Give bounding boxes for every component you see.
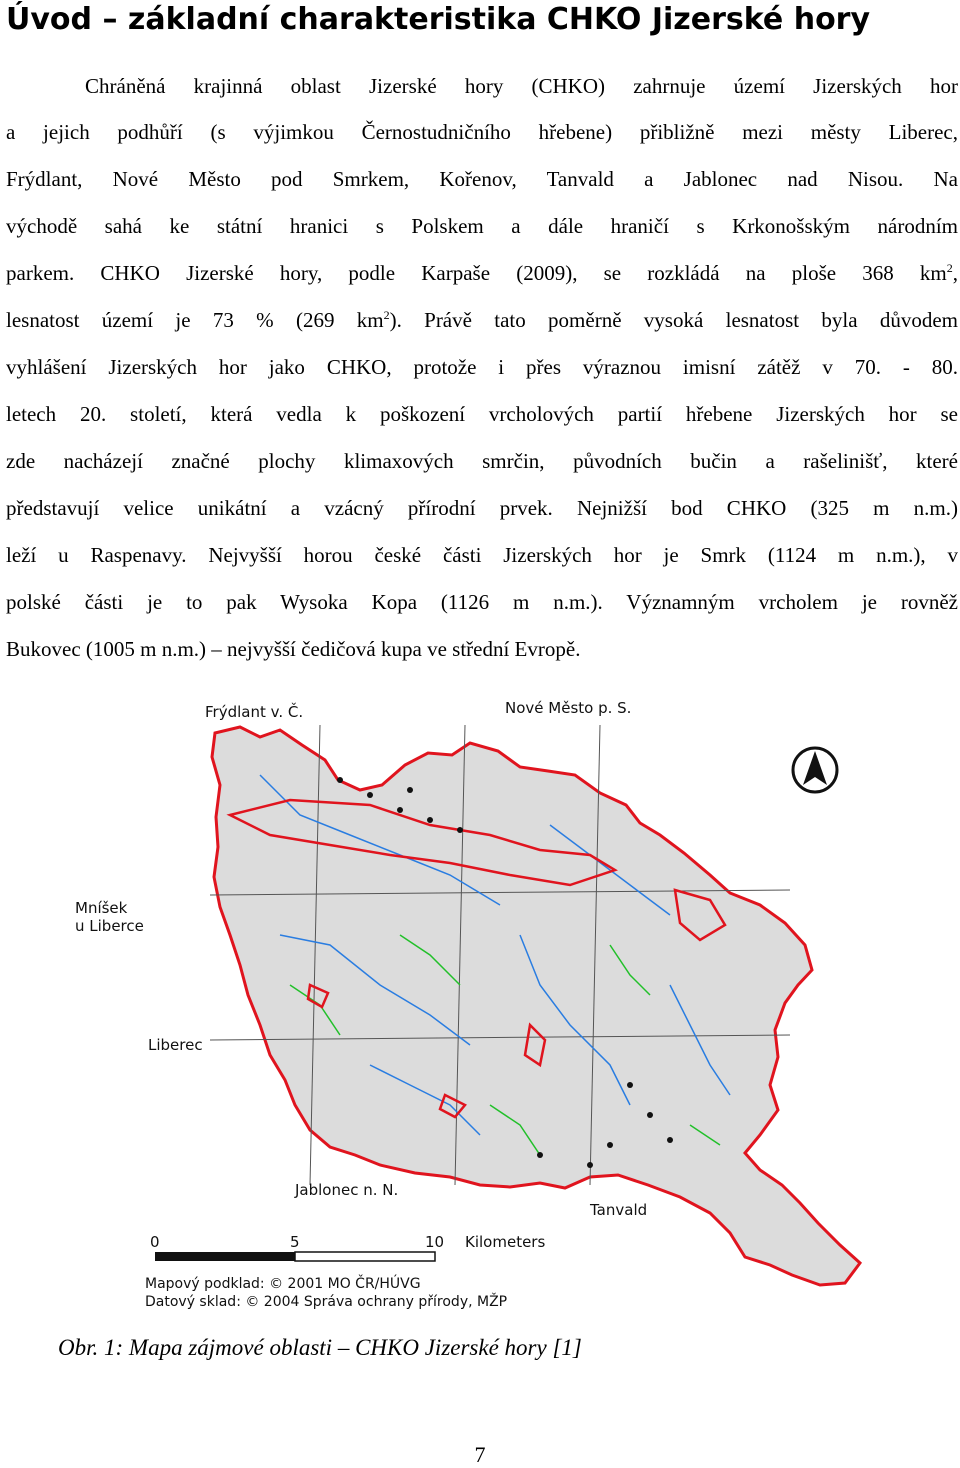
paragraph-line: leží u Raspenavy. Nejvyšší horou české části Jizerských hor je Smrk (1124 m n.m.), v <box>6 543 958 567</box>
paragraph-line: východě sahá ke státní hranici s Polskem a dále hraničí s Krkonošským národním <box>6 214 958 238</box>
scale-tick-10: 10 <box>425 1233 445 1251</box>
paragraph-line: polské části je to pak Wysoka Kopa (1126 m n.m.). Významným vrcholem je rovněž <box>6 590 958 614</box>
scale-bar <box>150 1233 545 1261</box>
scale-tick-0: 0 <box>150 1233 160 1251</box>
paragraph-line: Frýdlant, Nové Město pod Smrkem, Kořenov, Tanvald a Jablonec nad Nisou. Na <box>6 167 958 191</box>
label-tanvald: Tanvald <box>590 1201 648 1219</box>
label-nove-mesto: Nové Město p. S. <box>505 699 632 717</box>
scale-tick-5: 5 <box>290 1233 300 1251</box>
scale-unit: Kilometers <box>465 1233 546 1251</box>
paragraph-line: Bukovec (1005 m n.m.) – nejvyšší čedičová kupa ve střední Evropě. <box>6 637 581 661</box>
chko-map <box>70 685 900 1315</box>
north-arrow-icon <box>793 748 837 792</box>
page-number: 7 <box>474 1442 486 1467</box>
paragraph-line: letech 20. století, která vedla k poškození vrcholových partií hřebene Jizerských hor se <box>6 402 958 426</box>
chko-boundary <box>212 727 860 1285</box>
map-credit-2: Datový sklad: © 2004 Správa ochrany přírody, MŽP <box>145 1294 508 1310</box>
paragraph-line: Chráněná krajinná oblast Jizerské hory (CHKO) zahrnuje území Jizerských hor <box>85 74 958 98</box>
paragraph-line: lesnatost území je 73 % (269 $km^2$). Právě tato poměrně vysoká lesnatost byla důvodem <box>6 308 959 332</box>
label-mnisek-1: Mníšek <box>75 899 128 917</box>
paragraph-line: zde nacházejí značné plochy klimaxových smrčin, původních bučin a rašelinišť, které <box>6 449 958 473</box>
label-mnisek-2: u Liberce <box>75 917 144 935</box>
label-jablonec: Jablonec n. N. <box>295 1181 399 1199</box>
paragraph-line: a jejich podhůří (s výjimkou Černostudničního hřebene) přibližně mezi městy Liberec, <box>6 120 958 144</box>
paragraph-line: parkem. CHKO Jizerské hory, podle Karpaše (2009), se rozkládá na ploše 368 $km^2$, <box>6 261 958 285</box>
paragraph-line: představují velice unikátní a vzácný přírodní prvek. Nejnižší bod CHKO (325 m n.m.) <box>6 496 958 520</box>
page-heading: Úvod – základní charakteristika CHKO Jizerské hory <box>6 2 871 37</box>
map-credit-1: Mapový podklad: © 2001 MO ČR/HÚVG <box>145 1276 421 1292</box>
map-figure <box>70 685 900 1315</box>
label-frydlant: Frýdlant v. Č. <box>205 703 304 721</box>
paragraph-line: vyhlášení Jizerských hor jako CHKO, protože i přes výraznou imisní zátěž v 70. - 80. <box>6 355 958 379</box>
label-liberec: Liberec <box>148 1036 203 1054</box>
figure-caption: Obr. 1: Mapa zájmové oblasti – CHKO Jizerské hory [1] <box>58 1335 582 1360</box>
